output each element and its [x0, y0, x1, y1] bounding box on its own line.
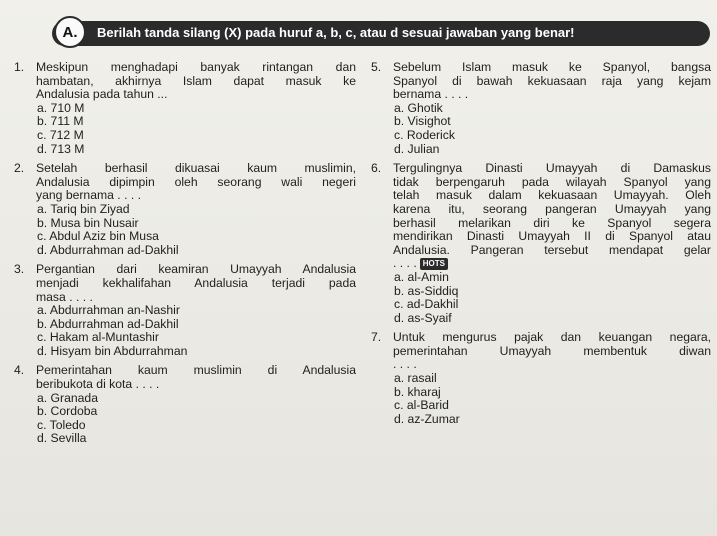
answer-option-c[interactable]: c. 712 M [37, 127, 84, 142]
question-text-line: Spanyol di bawah kekuasaan raja yang kejam [393, 73, 711, 88]
question-text-line: karena itu, seorang pangeran Umayyah yang [393, 201, 711, 216]
answer-option-a[interactable]: a. 710 M [37, 100, 85, 115]
question-text-line: Andalusia dipimpin oleh seorang wali negeri [36, 174, 356, 189]
answer-options [393, 372, 711, 426]
answer-option-a[interactable]: a. Tariq bin Ziyad [37, 201, 130, 216]
answer-option-d[interactable]: d. Sevilla [37, 431, 87, 446]
answer-option-d[interactable]: d. Julian [394, 141, 440, 156]
answer-option-a[interactable]: a. rasail [394, 371, 437, 386]
answer-option-d[interactable]: d. as-Syaif [394, 310, 452, 325]
question-text-line: menjadi kekhalifahan Andalusia terjadi pada [36, 275, 356, 290]
question-5 [371, 61, 711, 156]
answer-option-b[interactable]: b. Abdurrahman ad-Dakhil [37, 316, 179, 331]
question-text [393, 331, 711, 372]
answer-option-c[interactable]: c. ad-Dakhil [394, 297, 459, 312]
question-number: 5. [371, 60, 382, 74]
section-badge: A. [54, 16, 86, 48]
answer-options [36, 304, 356, 358]
question-text [36, 61, 356, 102]
question-text-line: yang bernama . . . . [36, 188, 142, 203]
answer-option-c[interactable]: c. Roderick [394, 127, 455, 142]
question-text-line: Pergantian dari keamiran Umayyah Andalusia [36, 262, 356, 277]
question-number: 2. [14, 161, 25, 176]
question-text-line: Meskipun menghadapi banyak rintangan dan [36, 60, 356, 74]
question-text [36, 162, 356, 203]
question-text-line: mendirikan Dinasti Umayyah II di Spanyol atau [393, 229, 711, 244]
question-text-line: . . . . [393, 256, 417, 271]
answer-option-b[interactable]: b. Musa bin Nusair [37, 215, 139, 230]
answer-option-b[interactable]: b. as-Siddiq [394, 283, 459, 298]
question-text-line: Setelah berhasil dikuasai kaum muslimin, [36, 161, 356, 176]
question-text-line: telah masuk dalam kekuasaan Umayyah. Oleh [393, 188, 711, 203]
answer-option-c[interactable]: c. Abdul Aziz bin Musa [37, 229, 159, 244]
answer-option-c[interactable]: c. Hakam al-Muntashir [37, 330, 159, 345]
question-text-line: beribukota di kota . . . . [36, 377, 160, 392]
answer-option-d[interactable]: d. 713 M [37, 141, 85, 156]
question-text-line: Untuk mengurus pajak dan keuangan negara, [393, 330, 711, 345]
question-text [36, 364, 356, 391]
question-text-line: berhasil melarikan diri ke Spanyol segera [393, 215, 711, 230]
question-text-line: Andalusia. Pangeran tersebut mendapat gelar [393, 242, 711, 257]
section-instruction: Berilah tanda silang (X) pada huruf a, b, c, atau d sesuai jawaban yang benar! [97, 25, 575, 40]
right-column [371, 61, 711, 432]
question-3 [14, 263, 356, 358]
question-number: 4. [14, 363, 25, 378]
answer-option-b[interactable]: b. Cordoba [37, 404, 98, 419]
answer-option-b[interactable]: b. 711 M [37, 114, 84, 129]
answer-options [36, 102, 356, 156]
answer-option-d[interactable]: d. Abdurrahman ad-Dakhil [37, 242, 179, 257]
answer-option-b[interactable]: b. Visighot [394, 114, 451, 129]
question-text-line: Tergulingnya Dinasti Umayyah di Damaskus [393, 161, 711, 176]
question-1 [14, 61, 356, 156]
question-4 [14, 364, 356, 446]
answer-option-d[interactable]: d. az-Zumar [394, 411, 460, 426]
answer-options [36, 203, 356, 257]
answer-options [36, 392, 356, 446]
answer-options [393, 271, 711, 325]
question-7 [371, 331, 711, 426]
question-text-line: pemerintahan Umayyah membentuk diwan [393, 343, 711, 358]
left-column [14, 61, 356, 452]
answer-option-a[interactable]: a. Ghotik [394, 100, 443, 115]
question-text-line: masa . . . . [36, 289, 93, 304]
question-text-line: . . . . [393, 357, 417, 372]
question-text [36, 263, 356, 304]
question-text-line: Sebelum Islam masuk ke Spanyol, bangsa [393, 60, 711, 74]
answer-option-d[interactable]: d. Hisyam bin Abdurrahman [37, 343, 188, 358]
answer-options [393, 102, 711, 156]
answer-option-b[interactable]: b. kharaj [394, 384, 441, 399]
answer-option-a[interactable]: a. al-Amin [394, 269, 449, 284]
answer-option-c[interactable]: c. Toledo [37, 417, 86, 432]
question-text [393, 162, 711, 271]
question-number: 3. [14, 262, 25, 277]
question-text-line: bernama . . . . [393, 87, 469, 102]
answer-option-a[interactable]: a. Abdurrahman an-Nashir [37, 303, 180, 318]
answer-option-a[interactable]: a. Granada [37, 390, 98, 405]
question-number: 1. [14, 60, 25, 74]
question-text-line: Pemerintahan kaum muslimin di Andalusia [36, 363, 356, 378]
question-text-line: tidak berpengaruh pada wilayah Spanyol yang [393, 174, 711, 189]
question-text [393, 61, 711, 102]
hots-badge: HOTS [420, 258, 448, 270]
question-number: 7. [371, 330, 382, 345]
question-text-line: Andalusia pada tahun ... [36, 87, 168, 102]
question-6 [371, 162, 711, 325]
answer-option-c[interactable]: c. al-Barid [394, 398, 449, 413]
question-2 [14, 162, 356, 257]
question-number: 6. [371, 161, 382, 176]
question-text-line: hambatan, akhirnya Islam dapat masuk ke [36, 73, 356, 88]
